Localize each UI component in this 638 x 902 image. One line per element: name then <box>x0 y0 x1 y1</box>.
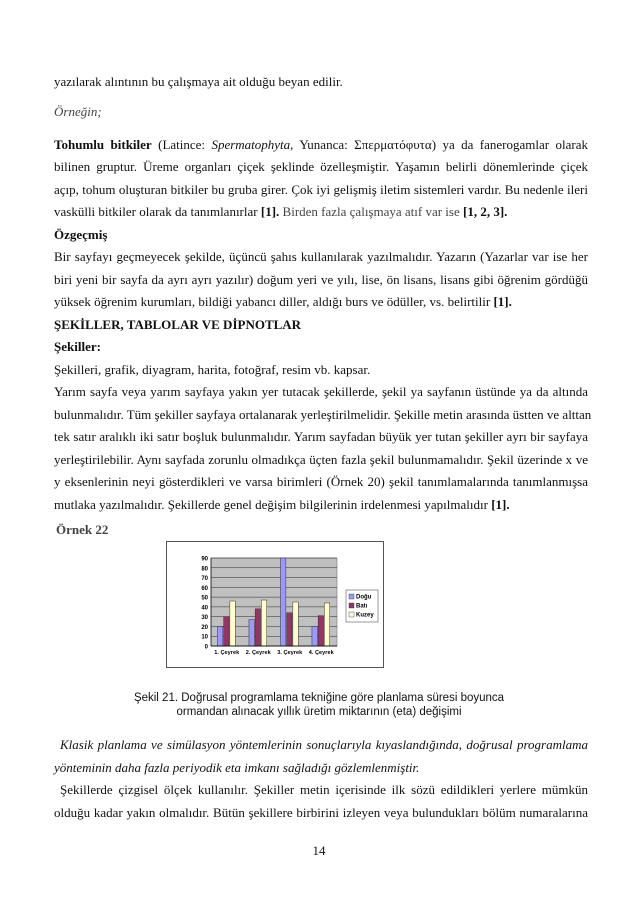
text: yönteminin daha fazla periyodik eta imkanı sağladığı gözlemlenmiştir. <box>54 760 420 775</box>
text-line <box>54 248 588 265</box>
citation: [1, 2, 3]. <box>463 204 508 219</box>
chart-frame <box>166 541 384 668</box>
section-heading <box>54 226 588 243</box>
text-line <box>54 451 588 468</box>
bar-batı <box>255 609 260 646</box>
text: Bir sayfayı geçmeyecek şekilde, üçüncü şahıs kullanılarak yazılmalıdır. Yazarın (Yazarlar var ise her <box>54 249 588 264</box>
text-line <box>54 181 588 198</box>
text: yazılarak alıntının bu çalışmaya ait olduğu beyan edilir. <box>54 74 343 89</box>
text: Özgeçmiş <box>54 227 108 242</box>
example-label <box>54 103 588 120</box>
text: açıp, tohum oluşturan bitkiler bu gruba girer. Çok iyi gelişmiş iletim sistemleri vardır. Bu nedenle ileri <box>54 182 588 197</box>
caption-line: ormandan alınacak yıllık üretim miktarının (eta) değişimi <box>176 706 462 718</box>
text-line <box>54 383 588 400</box>
bar-kuzey <box>324 603 329 646</box>
text-line <box>60 781 588 798</box>
bar-kuzey <box>261 600 266 646</box>
y-tick-label: 80 <box>201 566 208 573</box>
bar-batı <box>224 617 229 646</box>
text: , Yunanca: Σπερματόφυτα) ya da fanerogamlar olarak <box>290 137 588 152</box>
text: Şekiller: <box>54 339 101 354</box>
section-heading <box>54 316 588 333</box>
x-tick-label: 3. Çeyrek <box>277 650 303 656</box>
bar-kuzey <box>230 601 235 646</box>
text: Şekilleri, grafik, diyagram, harita, fotoğraf, resim vb. kapsar. <box>54 362 371 377</box>
subsection-heading <box>54 338 588 355</box>
legend-swatch <box>349 603 354 608</box>
bar-batı <box>318 616 323 646</box>
text: yüksek öğrenim kurumları, bildiği yabancı diller, aldığı burs ve ödüller, vs. belirtilir <box>54 294 494 309</box>
bar-doğu <box>217 626 222 646</box>
y-tick-label: 10 <box>201 634 208 641</box>
text: yerleştirilebilir. Aynı sayfada zorunlu olmadıkça üçten fazla şekil bulunmamalıdır. Şekil üzerinde x ve <box>54 452 588 467</box>
legend-swatch <box>349 612 354 617</box>
bar-kuzey <box>293 602 298 646</box>
x-tick-label: 2. Çeyrek <box>245 650 271 656</box>
figure-caption <box>0 692 638 705</box>
y-tick-label: 0 <box>204 644 208 651</box>
y-tick-label: 90 <box>201 556 208 563</box>
text-line <box>54 73 588 90</box>
citation: [1]. <box>493 294 512 309</box>
text: Şekillerde çizgisel ölçek kullanılır. Şekiller metin içerisinde ilk sözü edildikleri yerlere mümkün <box>60 782 588 797</box>
text-line <box>54 136 588 153</box>
bold-term: Tohumlu bitkiler <box>54 137 152 152</box>
bar-doğu <box>280 558 285 646</box>
text-line <box>54 473 588 490</box>
example-heading <box>56 521 590 538</box>
text-line <box>54 158 588 175</box>
page-number: 14 <box>312 843 326 858</box>
text-line <box>54 496 588 513</box>
text-line <box>54 293 588 310</box>
x-tick-label: 1. Çeyrek <box>214 650 240 656</box>
text-line <box>54 428 588 445</box>
text: mutlaka yazılmalıdır. Şekillerde genel değişim bilgilerinin irdelenmesi yapılmalıdır <box>54 497 492 512</box>
text-line <box>54 804 588 821</box>
legend-label: Doğu <box>356 594 372 601</box>
text: y eksenlerinin neyi gösterdikleri ve varsa birimleri (Örnek 20) şekil tanımlamalarında tanımlanmışsa <box>54 474 588 489</box>
citation: [1]. <box>491 497 510 512</box>
bar-chart <box>167 542 383 667</box>
text: biri yeni bir sayfa da ayrı ayrı yazılır) doğum yeri ve yılı, lise, ön lisans, lisans gibi öğrenim gördüğü <box>54 272 588 287</box>
y-tick-label: 60 <box>201 585 208 592</box>
y-tick-label: 40 <box>201 605 208 612</box>
text: tek satır aralıklı iki satır boşluk bulunmalıdır. Yarım sayfadan büyük yer tutan şekiller ayrı bir sayfaya <box>54 429 588 444</box>
x-tick-label: 4. Çeyrek <box>308 650 334 656</box>
citation: [1]. <box>260 204 280 219</box>
text: ŞEKİLLER, TABLOLAR VE DİPNOTLAR <box>54 317 302 332</box>
text: Örnek 22 <box>56 522 109 537</box>
legend-swatch <box>349 594 354 599</box>
text: Klasik planlama ve simülasyon yöntemlerinin sonuçlarıyla kıyaslandığında, doğrusal programlama <box>60 737 588 752</box>
text-line <box>54 759 588 776</box>
text-line <box>54 361 588 378</box>
text-line <box>54 203 588 220</box>
text: olduğu kadar yakın olmalıdır. Bütün şekillere birbirini izleyen veya bulundukları bölüm numaralarına <box>54 805 588 820</box>
text-line <box>54 271 588 288</box>
caption-line: Şekil 21. Doğrusal programlama tekniğine göre planlama süresi boyunca <box>133 692 505 704</box>
text: (Latince: <box>151 137 212 152</box>
y-tick-label: 70 <box>201 576 208 583</box>
text-line <box>60 736 588 753</box>
y-tick-label: 20 <box>201 624 208 631</box>
text: vaskülli bitkiler olarak da tanımlanırlar <box>54 204 261 219</box>
text: Yarım sayfa veya yarım sayfaya yakın yer tutacak şekillerde, şekil ya sayfanın üstünde ya da altında <box>54 384 588 399</box>
legend-label: Batı <box>356 603 368 610</box>
legend-label: Kuzey <box>356 612 374 619</box>
text: Birden fazla çalışmaya atıf var ise <box>279 204 464 219</box>
latin-term: Spermatophyta <box>211 137 291 152</box>
figure-caption <box>0 706 638 719</box>
y-tick-label: 30 <box>201 615 208 622</box>
bar-doğu <box>249 620 254 646</box>
text: bulunmalıdır. Tüm şekiller sayfaya ortalanarak yerleştirilmelidir. Şekille metin arasında üstten ve alttan <box>54 407 592 422</box>
text-line <box>54 406 592 423</box>
text: Örneğin; <box>54 104 102 119</box>
bar-doğu <box>312 626 317 646</box>
y-tick-label: 50 <box>201 595 208 602</box>
text: bilinen gruptur. Üreme organları çiçek şeklinde özelleşmiştir. Yaşamın belirli dönemlerinde çiçek <box>54 159 588 174</box>
bar-batı <box>287 613 292 646</box>
